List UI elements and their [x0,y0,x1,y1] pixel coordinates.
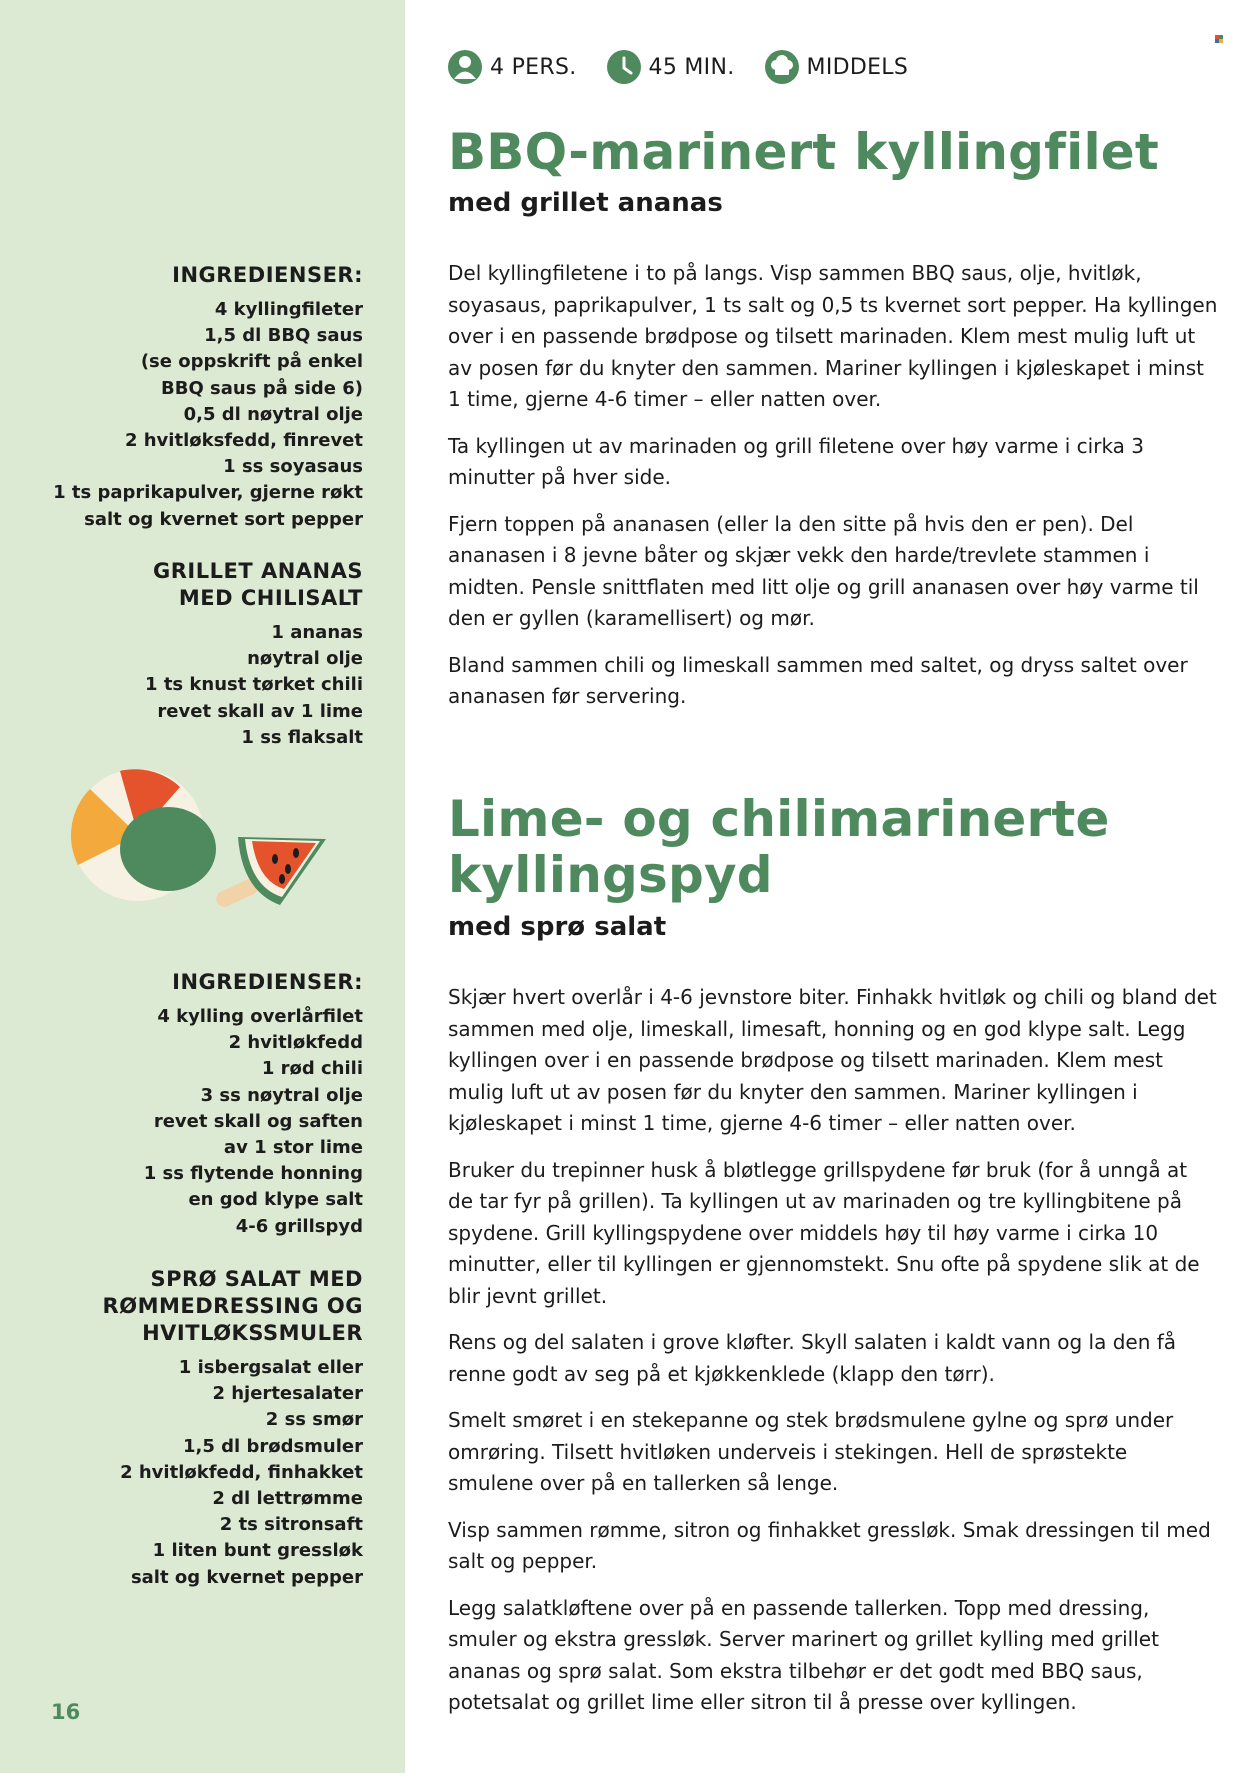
ingredient-item: 1 rød chili [261,1058,363,1080]
sub-ingredients-heading: SPRØ SALAT MED RØMMEDRESSING OG HVITLØKSSMULER [102,1267,363,1345]
beach-ball-watermelon-illustration [70,765,340,925]
step-paragraph: Del kyllingfiletene i to på langs. Visp sammen BBQ saus, olje, hvitløk, soyasaus, paprikapulver, 1 ts salt og 0,5 ts kvernet sort pepper. Ha kyllingen over i en passende brødpose og tilsett marinaden. Klem mest mulig luft ut av posen før du knyter den sammen. Mariner kyllingen i kjøleskapet i minst 1 time, gjerne 4-6 timer – eller natten over. [448,261,1218,411]
ingredients-heading: INGREDIENSER: [172,263,363,287]
recipe2-title-line1: Lime- og chilimarinerte [448,790,1110,848]
clock-icon [607,50,641,84]
ingredient-item: 1 ts paprikapulver, gjerne røkt [53,482,363,504]
ingredients-sidebar [0,0,405,1773]
ingredient-item: 1,5 dl brødsmuler [182,1435,363,1457]
ingredient-item: 2 hjertesalater [212,1383,363,1405]
ingredient-item: 1 ss soyasaus [223,456,363,478]
recipe2-sub-ingredients [103,1266,363,1591]
ingredient-item: 3 ss nøytral olje [200,1084,363,1106]
ingredient-item: av 1 stor lime [223,1137,363,1159]
ingredient-item: salt og kvernet sort pepper [84,508,363,530]
step-paragraph: Smelt smøret i en stekepanne og stek brødsmulene gylne og sprø under omrøring. Tilsett hvitløken underveis i stekingen. Hell de sprøstekte smulene over på en tallerken så lenge. [448,1408,1174,1495]
step-paragraph: Visp sammen rømme, sitron og finhakket gressløk. Smak dressingen til med salt og pepper. [448,1517,1211,1573]
ingredient-item: 1 ananas [271,622,363,643]
page-number: 16 [51,1700,81,1724]
ingredient-item: (se oppskrift på enkel [140,351,363,373]
step-paragraph: Skjær hvert overlår i 4-6 jevnstore biter. Finhakk hvitløk og chili og bland det sammen med olje, limeskall, limesaft, honning og en god klype salt. Legg kyllingen over i en passende brødpose og tilsett marinaden. Klem mest mulig luft ut av posen før du knyter den sammen. Mariner kyllingen i kjøleskapet i minst 1 time, gjerne 4-6 timer – eller natten over. [448,985,1217,1135]
recipe1-ingredients [53,262,363,533]
recipe1-steps [448,258,1218,728]
ingredients-list [144,1004,363,1240]
ingredient-item: revet skall av 1 lime [157,700,363,722]
servings-text: 4 PERS. [490,54,577,80]
recipe2-title [448,791,1110,903]
recipe2-steps [448,982,1218,1734]
step-paragraph: Bruker du trepinner husk å bløtlegge grillspydene før bruk (for å unngå at de tar fyr på grillen). Ta kyllingen ut av marinaden og tre kyllingbitene på spydene. Grill kyllingspydene over middels høy til høy varme i cirka 10 minutter, eller til kyllingen er gjennomstekt. Snu ofte på spydene slik at de blir jevnt grillet. [448,1157,1200,1308]
ingredient-item: BBQ saus på side 6) [161,377,363,399]
step-paragraph: Rens og del salaten i grove kløfter. Skyll salaten i kaldt vann og la den få renne godt av seg på et kjøkkenklede (klapp den tørr). [448,1330,1177,1386]
watermelon-popsicle-icon [214,837,326,910]
ingredient-item: 2 dl lettrømme [212,1488,363,1510]
ingredient-item: en god klype salt [188,1189,363,1211]
servings-info [448,50,577,84]
recipe1-title: BBQ-marinert kyllingfilet [448,123,1160,181]
step-paragraph: Fjern toppen på ananasen (eller la den sitte på hvis den er pen). Del ananasen i 8 jevne båter og skjær vekk den harde/trevlete stammen i midten. Pensle snittflaten med litt olje og grill ananasen over høy varme til den er gyllen (karamellisert) og mør. [448,511,1199,630]
ingredient-item: 1 ss flytende honning [143,1163,363,1185]
ingredient-item: 4 kylling overlårfilet [157,1006,363,1027]
difficulty-info [765,50,909,84]
ingredient-item: 1 ss flaksalt [241,726,363,748]
step-paragraph: Bland sammen chili og limeskall sammen med saltet, og dryss saltet over ananasen før servering. [448,652,1188,708]
ingredient-item: 1 ts knust tørket chili [145,674,363,696]
ingredient-item: 4 kyllingfileter [214,299,363,320]
time-info [607,50,735,84]
ingredient-item: revet skall og saften [153,1110,363,1132]
color-mark-icon [1215,35,1223,43]
sub-ingredients-list [103,1355,363,1591]
beach-ball-icon [71,769,216,901]
ingredient-item: 1,5 dl BBQ saus [204,325,363,347]
recipe2-subtitle: med sprø salat [448,912,667,942]
recipe-meta-bar [448,50,938,84]
recipe2-ingredients [144,969,363,1240]
difficulty-text: MIDDELS [806,54,909,80]
ingredients-list [53,297,363,533]
person-icon [448,50,482,84]
ingredient-item: 4-6 grillspyd [235,1215,363,1237]
recipe1-sub-ingredients [145,558,363,751]
ingredient-item: 2 ss smør [265,1409,363,1431]
sub-ingredients-list [145,620,363,751]
step-paragraph: Ta kyllingen ut av marinaden og grill filetene over høy varme i cirka 3 minutter på hver side. [448,433,1145,489]
ingredient-item: 2 hvitløksfedd, finrevet [124,430,363,452]
ingredient-item: 0,5 dl nøytral olje [183,403,363,425]
step-paragraph: Legg salatkløftene over på en passende tallerken. Topp med dressing, smuler og ekstra gressløk. Server marinert og grillet kylling med grillet ananas og sprø salat. Som ekstra tilbehør er det godt med BBQ saus, potetsalat og grillet lime eller sitron til å presse over kyllingen. [448,1595,1159,1714]
ingredients-heading: INGREDIENSER: [172,970,363,994]
ingredient-item: 1 liten bunt gressløk [152,1540,363,1562]
ingredient-item: 2 hvitløkfedd, finhakket [120,1461,363,1483]
sub-ingredients-heading: GRILLET ANANAS MED CHILISALT [153,559,363,610]
recipe1-subtitle: med grillet ananas [448,188,723,218]
ingredient-item: salt og kvernet pepper [130,1566,363,1588]
ingredient-item: 1 isbergsalat eller [178,1357,363,1378]
ingredient-item: 2 hvitløkfedd [228,1032,363,1054]
ingredient-item: nøytral olje [247,648,363,670]
chef-hat-icon [765,50,799,84]
time-text: 45 MIN. [648,54,735,80]
ingredient-item: 2 ts sitronsaft [219,1514,363,1536]
recipe2-title-line2: kyllingspyd [448,846,773,904]
